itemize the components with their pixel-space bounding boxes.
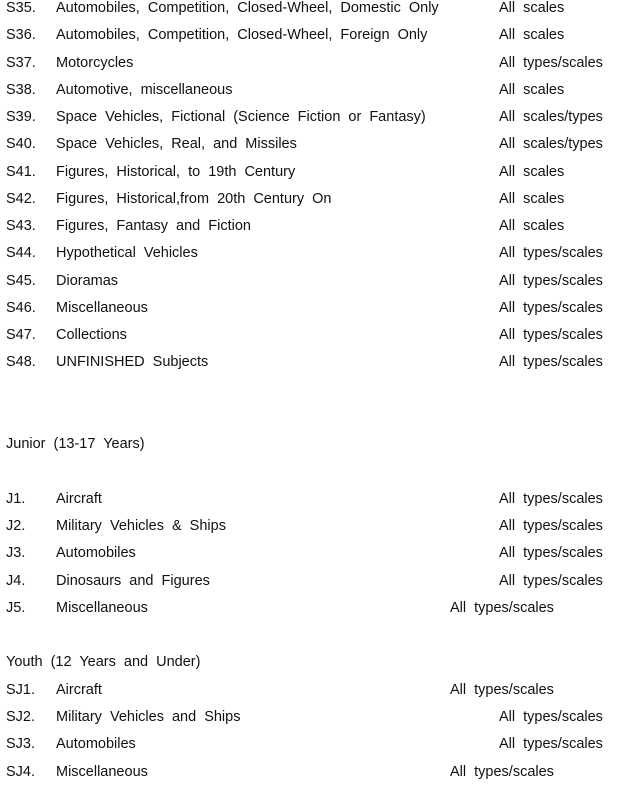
category-scale: All types/scales (499, 491, 603, 507)
category-scale: All types/scales (450, 600, 554, 616)
category-code: S45. (6, 273, 36, 289)
junior-heading: Junior (13-17 Years) (6, 436, 145, 452)
category-subject: Miscellaneous (56, 764, 148, 780)
table-row (0, 189, 627, 209)
category-subject: Motorcycles (56, 55, 134, 71)
category-scale: All types/scales (450, 764, 554, 780)
category-subject: Hypothetical Vehicles (56, 245, 198, 261)
category-subject: Automotive, miscellaneous (56, 82, 233, 98)
table-row (0, 762, 627, 782)
category-subject: Figures, Historical,from 20th Century On (56, 191, 332, 207)
category-scale: All types/scales (499, 545, 603, 561)
table-row (0, 134, 627, 154)
category-code: S36. (6, 27, 36, 43)
category-scale: All types/scales (499, 709, 603, 725)
category-subject: Figures, Historical, to 19th Century (56, 164, 296, 180)
table-row (0, 571, 627, 591)
category-code: S38. (6, 82, 36, 98)
table-row (0, 162, 627, 182)
table-row (0, 543, 627, 563)
table-row (0, 80, 627, 100)
category-scale: All scales (499, 27, 565, 43)
category-code: S44. (6, 245, 36, 261)
category-subject: Dioramas (56, 273, 119, 289)
category-scale: All scales/types (499, 109, 603, 125)
category-subject: Military Vehicles & Ships (56, 518, 226, 534)
table-row (0, 352, 627, 372)
table-row (0, 107, 627, 127)
category-scale: All scales/types (499, 136, 603, 152)
table-row (0, 53, 627, 73)
category-scale: All types/scales (499, 55, 603, 71)
category-scale: All scales (499, 191, 565, 207)
category-scale: All types/scales (499, 354, 603, 370)
category-scale: All types/scales (499, 736, 603, 752)
category-code: S39. (6, 109, 36, 125)
category-scale: All types/scales (450, 682, 554, 698)
table-row (0, 680, 627, 700)
category-subject: Aircraft (56, 682, 102, 698)
table-row (0, 516, 627, 536)
table-row (0, 243, 627, 263)
category-code: S41. (6, 164, 36, 180)
category-scale: All scales (499, 164, 565, 180)
category-scale: All types/scales (499, 573, 603, 589)
table-row (0, 734, 627, 754)
table-row (0, 489, 627, 509)
table-row (0, 298, 627, 318)
table-row (0, 325, 627, 345)
category-subject: Aircraft (56, 491, 102, 507)
category-subject: Automobiles, Competition, Closed-Wheel, Foreign Only (56, 27, 428, 43)
category-scale: All types/scales (499, 273, 603, 289)
category-code: S37. (6, 55, 36, 71)
category-scale: All scales (499, 82, 565, 98)
category-subject: Dinosaurs and Figures (56, 573, 210, 589)
category-code: SJ3. (6, 736, 36, 752)
category-code: J4. (6, 573, 26, 589)
category-scale: All types/scales (499, 245, 603, 261)
category-code: S42. (6, 191, 36, 207)
category-code: J5. (6, 600, 26, 616)
category-subject: Collections (56, 327, 127, 343)
category-subject: Space Vehicles, Fictional (Science Fiction or Fantasy) (56, 109, 426, 125)
category-code: S46. (6, 300, 36, 316)
category-subject: Automobiles, Competition, Closed-Wheel, Domestic Only (56, 0, 439, 16)
category-code: SJ2. (6, 709, 36, 725)
category-scale: All types/scales (499, 327, 603, 343)
category-code: SJ4. (6, 764, 36, 780)
table-row (0, 0, 627, 18)
category-subject: Miscellaneous (56, 300, 148, 316)
category-subject: Figures, Fantasy and Fiction (56, 218, 251, 234)
table-row (0, 598, 627, 618)
category-scale: All scales (499, 0, 565, 16)
table-row (0, 25, 627, 45)
category-code: S35. (6, 0, 36, 16)
category-scale: All types/scales (499, 518, 603, 534)
table-row (0, 271, 627, 291)
category-subject: Military Vehicles and Ships (56, 709, 241, 725)
category-code: S48. (6, 354, 36, 370)
category-subject: Automobiles (56, 545, 136, 561)
category-scale: All types/scales (499, 300, 603, 316)
category-subject: UNFINISHED Subjects (56, 354, 209, 370)
table-row (0, 216, 627, 236)
category-code: S40. (6, 136, 36, 152)
category-subject: Space Vehicles, Real, and Missiles (56, 136, 297, 152)
category-code: S47. (6, 327, 36, 343)
category-code: J3. (6, 545, 26, 561)
category-code: J1. (6, 491, 26, 507)
category-subject: Miscellaneous (56, 600, 148, 616)
category-code: SJ1. (6, 682, 36, 698)
category-code: J2. (6, 518, 26, 534)
youth-heading: Youth (12 Years and Under) (6, 654, 201, 670)
category-subject: Automobiles (56, 736, 136, 752)
category-code: S43. (6, 218, 36, 234)
category-scale: All scales (499, 218, 565, 234)
table-row (0, 707, 627, 727)
